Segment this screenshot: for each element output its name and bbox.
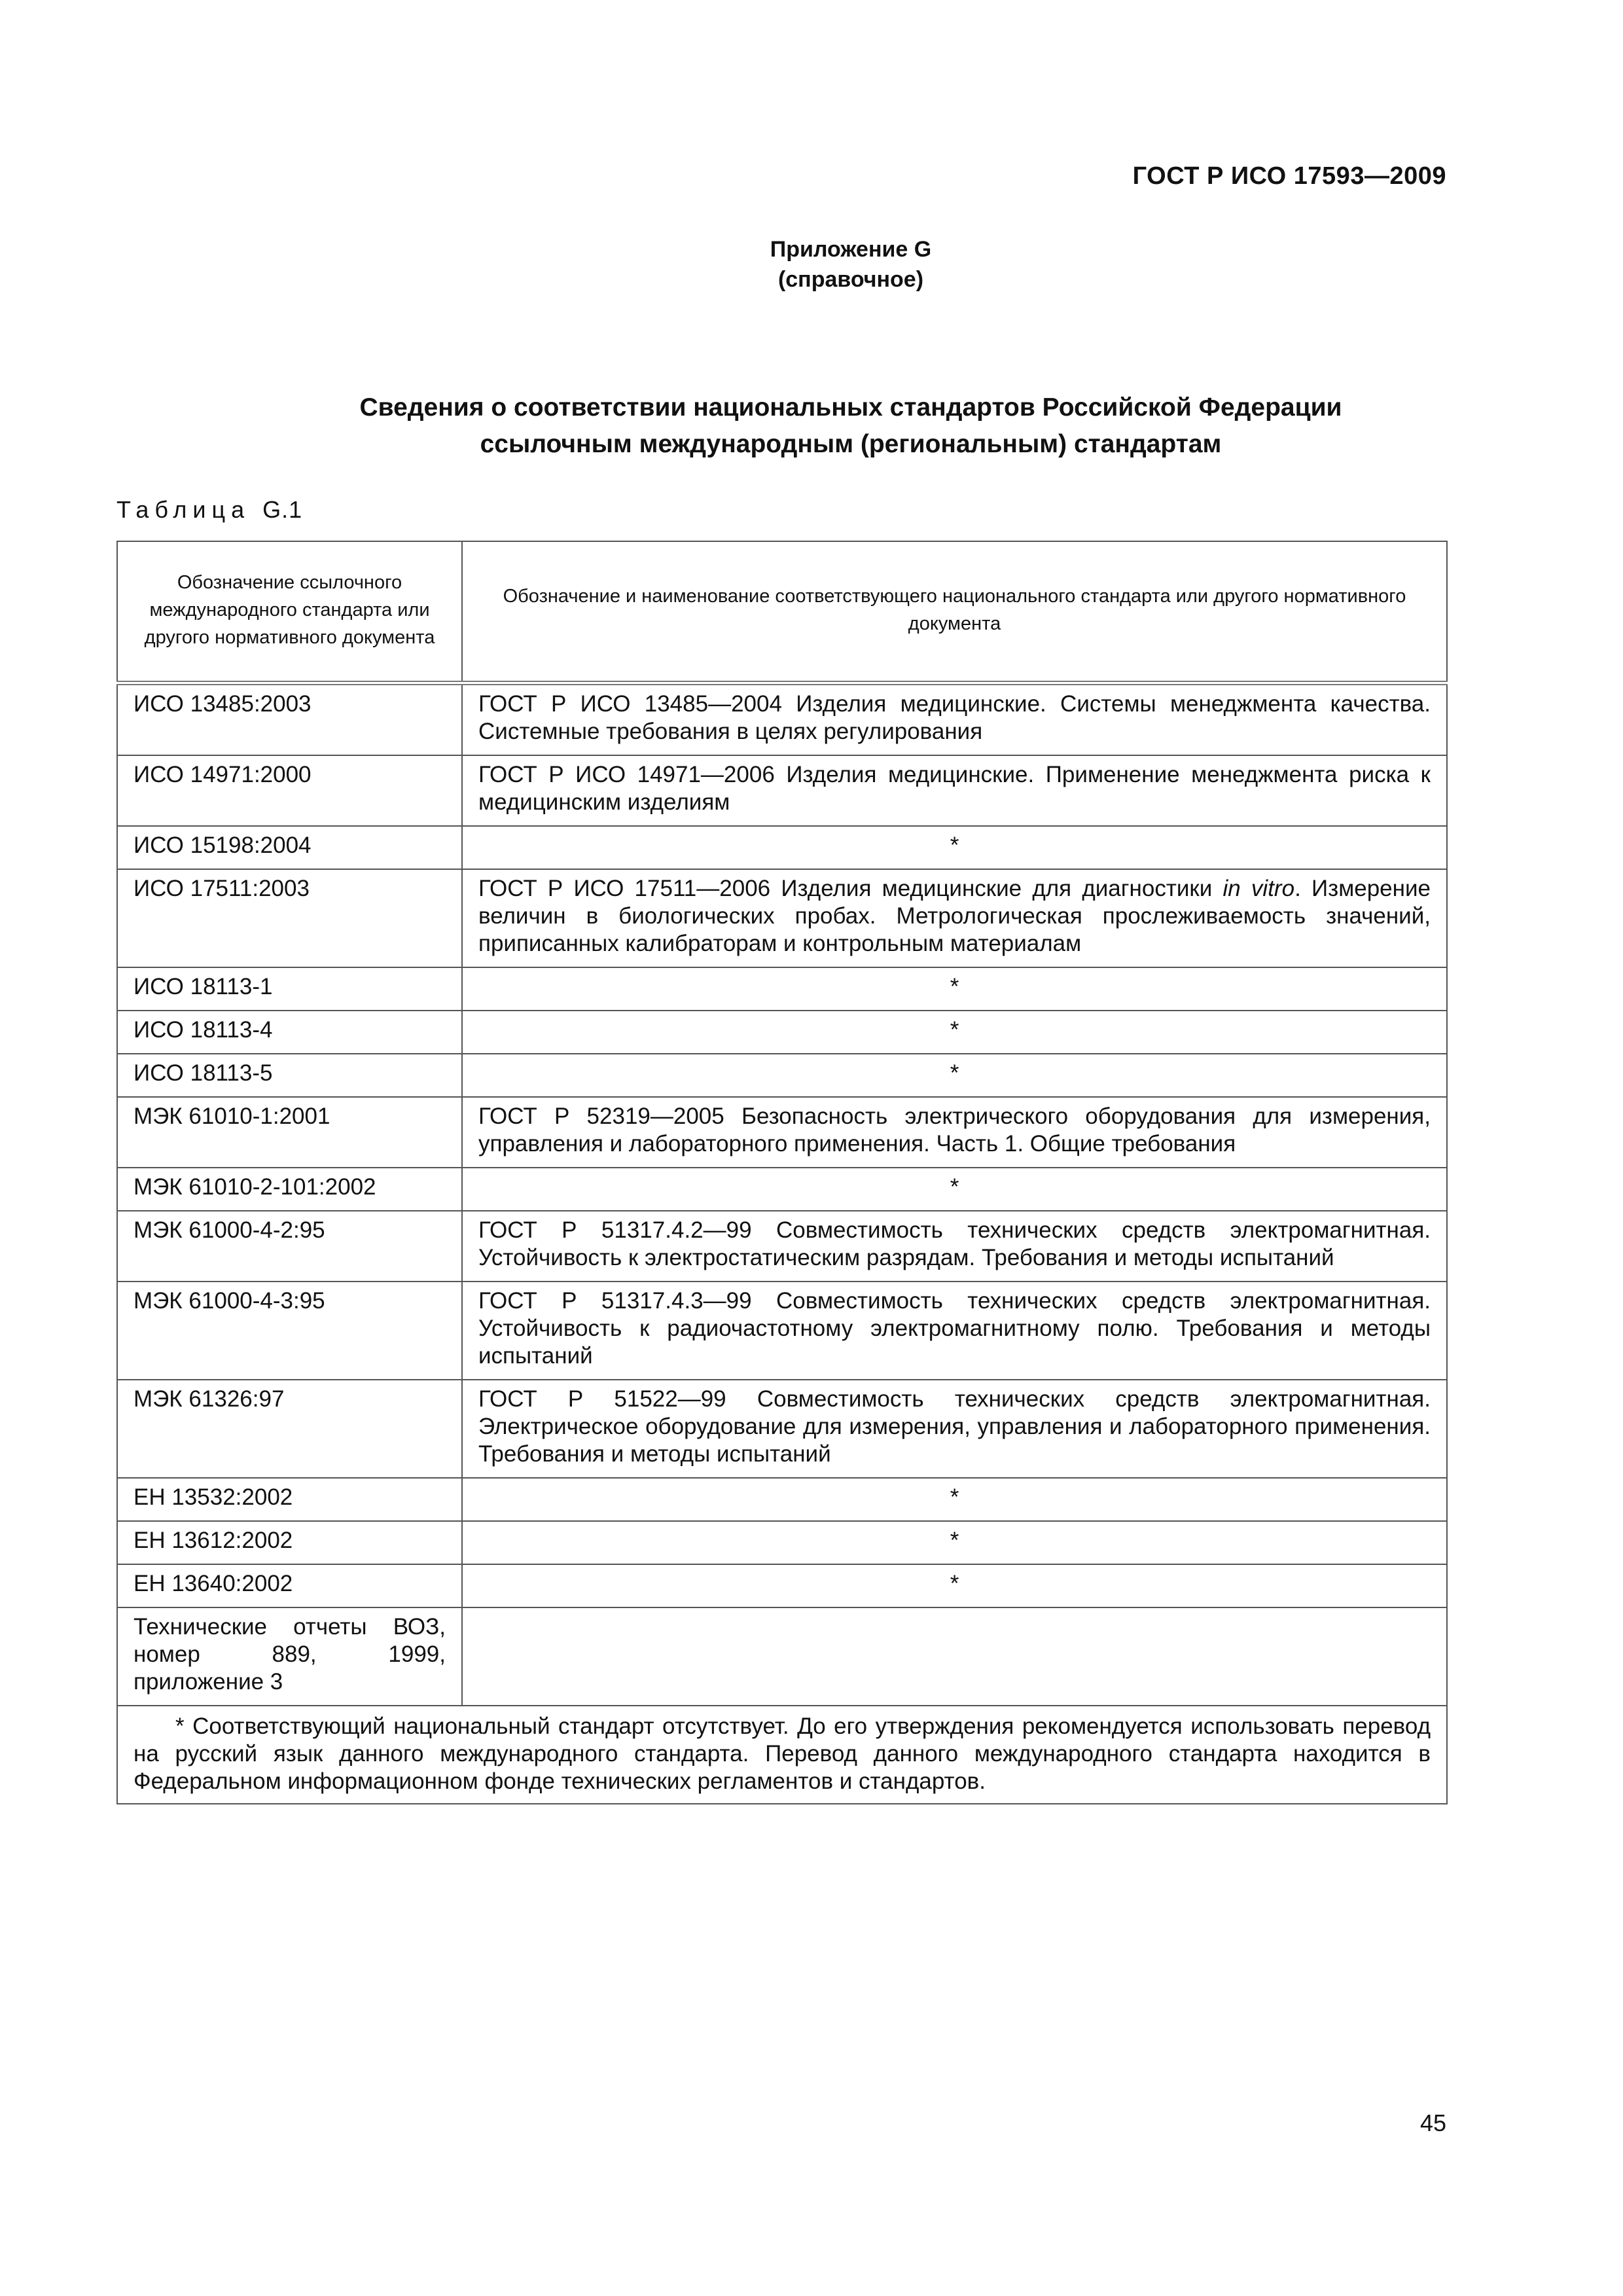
national-standard-cell: ГОСТ Р 51522—99 Совместимость технических средств электромагнитная. Электрическое оборудование для измерения, управления и лабораторного применения. Требования и методы испытаний xyxy=(462,1380,1447,1478)
table-row xyxy=(117,1521,1447,1564)
correspondence-table-wrapper xyxy=(116,541,1446,1804)
national-standard-cell xyxy=(462,1607,1447,1706)
designation-cell: Технические отчеты ВОЗ, номер 889, 1999, приложение 3 xyxy=(117,1607,462,1706)
designation-cell: ИСО 18113-4 xyxy=(117,1011,462,1054)
designation-cell: МЭК 61000-4-2:95 xyxy=(117,1211,462,1282)
appendix-type: (справочное) xyxy=(777,267,924,292)
no-national-standard-mark: * xyxy=(462,826,1447,869)
national-standard-cell: ГОСТ Р 51317.4.2—99 Совместимость технических средств электромагнитная. Устойчивость к электростатическим разрядам. Требования и методы испытаний xyxy=(462,1211,1447,1282)
page-title-line-2: ссылочным международным (региональным) стандартам xyxy=(480,430,1222,458)
page-number: 45 xyxy=(1419,2109,1446,2136)
designation-cell: МЭК 61010-1:2001 xyxy=(117,1097,462,1168)
national-standard-cell: ГОСТ Р ИСО 14971—2006 Изделия медицинские. Применение менеджмента риска к медицинским изделиям xyxy=(462,755,1447,826)
header-national-standard: Обозначение и наименование соответствующего национального стандарта или другого нормативного документа xyxy=(462,541,1447,683)
no-national-standard-mark: * xyxy=(462,967,1447,1011)
national-standard-cell xyxy=(462,869,1447,967)
table-header-row xyxy=(117,541,1447,683)
table-row xyxy=(117,826,1447,869)
no-national-standard-mark: * xyxy=(462,1564,1447,1607)
designation-cell: ИСО 18113-5 xyxy=(117,1054,462,1097)
national-text-start: ГОСТ Р ИСО 17511—2006 Изделия медицинские для диагностики xyxy=(478,876,1223,901)
designation-cell: МЭК 61326:97 xyxy=(117,1380,462,1478)
table-row xyxy=(117,1168,1447,1211)
table-row xyxy=(117,1607,1447,1706)
page-title xyxy=(0,389,1623,463)
table-row xyxy=(117,1282,1447,1380)
table-row xyxy=(117,1211,1447,1282)
header-international-standard: Обозначение ссылочного международного стандарта или другого нормативного документа xyxy=(117,541,462,683)
designation-cell: ЕН 13612:2002 xyxy=(117,1521,462,1564)
table-row xyxy=(117,1054,1447,1097)
footnote-row xyxy=(117,1706,1447,1804)
no-national-standard-mark: * xyxy=(462,1011,1447,1054)
no-national-standard-mark: * xyxy=(462,1478,1447,1521)
national-text-end: . Измерение величин в биологических пробах. Метрологическая прослеживаемость значений, приписанных калибраторам и контрольным материалам xyxy=(478,876,1431,956)
table-footnote: * Соответствующий национальный стандарт отсутствует. До его утверждения рекомендуется использовать перевод на русский язык данного международного стандарта. Перевод данного международного стандарта находится в Федеральном информационном фонде технических регламентов и стандартов. xyxy=(117,1706,1447,1804)
designation-cell: ИСО 18113-1 xyxy=(117,967,462,1011)
table-row xyxy=(117,755,1447,826)
table-row xyxy=(117,1478,1447,1521)
national-standard-cell: ГОСТ Р 51317.4.3—99 Совместимость технических средств электромагнитная. Устойчивость к радиочастотному электромагнитному полю. Требования и методы испытаний xyxy=(462,1282,1447,1380)
table-row xyxy=(117,967,1447,1011)
designation-cell: МЭК 61010-2-101:2002 xyxy=(117,1168,462,1211)
national-standard-cell: ГОСТ Р ИСО 13485—2004 Изделия медицинские. Системы менеджмента качества. Системные требования в целях регулирования xyxy=(462,683,1447,756)
table-label-word: Таблица xyxy=(116,496,251,523)
national-text-italic: in vitro xyxy=(1222,876,1295,901)
correspondence-table xyxy=(116,541,1448,1804)
table-row xyxy=(117,1097,1447,1168)
table-row xyxy=(117,1011,1447,1054)
national-standard-cell: ГОСТ Р 52319—2005 Безопасность электрического оборудования для измерения, управления и лабораторного применения. Часть 1. Общие требования xyxy=(462,1097,1447,1168)
designation-cell: ИСО 14971:2000 xyxy=(117,755,462,826)
page-title-line-1: Сведения о соответствии национальных стандартов Российской Федерации xyxy=(359,393,1342,422)
designation-cell: ЕН 13532:2002 xyxy=(117,1478,462,1521)
designation-cell: ИСО 15198:2004 xyxy=(117,826,462,869)
table-row xyxy=(117,1564,1447,1607)
designation-cell: ЕН 13640:2002 xyxy=(117,1564,462,1607)
table-row xyxy=(117,869,1447,967)
no-national-standard-mark: * xyxy=(462,1521,1447,1564)
designation-cell: ИСО 17511:2003 xyxy=(117,869,462,967)
no-national-standard-mark: * xyxy=(462,1054,1447,1097)
designation-cell: ИСО 13485:2003 xyxy=(117,683,462,756)
no-national-standard-mark: * xyxy=(462,1168,1447,1211)
document-code: ГОСТ Р ИСО 17593—2009 xyxy=(1132,162,1446,190)
table-label xyxy=(116,496,302,524)
table-row xyxy=(117,1380,1447,1478)
table-label-number: G.1 xyxy=(262,496,303,523)
appendix-title: Приложение G xyxy=(770,237,932,262)
table-row xyxy=(117,683,1447,756)
designation-cell: МЭК 61000-4-3:95 xyxy=(117,1282,462,1380)
appendix-heading xyxy=(0,234,1623,295)
